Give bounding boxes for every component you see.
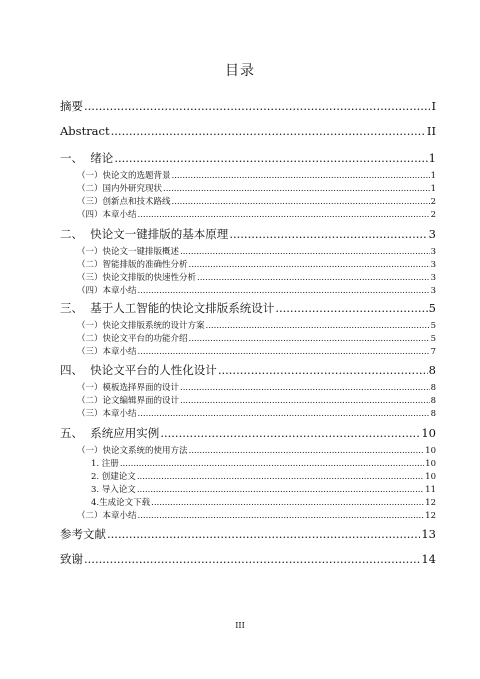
toc-entry-label: 三、 基于人工智能的快论文排版系统设计 [60,301,275,315]
toc-entry-subsection[interactable] [60,457,436,469]
toc-entry-label: 致谢 [60,552,83,566]
toc-entry-page: 1 [428,151,436,165]
toc-entry-section[interactable] [60,319,436,331]
toc-entry-section[interactable] [60,444,436,456]
toc-entry-subsection[interactable] [60,483,436,495]
toc-entry-page: 3 [430,286,436,296]
toc-entry-label: （二）智能排版的准确性分析 [77,260,188,270]
toc-entry-section[interactable] [60,182,436,194]
toc-entry-section[interactable] [60,381,436,393]
toc-entry-page: 8 [430,396,436,406]
toc-entry-page: 10 [425,446,436,456]
toc-entry-section[interactable] [60,332,436,344]
toc-entry-page: 1 [430,184,436,194]
toc-entry-label: 3. 导入论文 [91,485,136,495]
toc-entry-page: 8 [428,363,436,377]
page-number: III [235,621,245,630]
leader-dots [180,247,430,257]
toc-entry-label: （二）本章小结 [77,511,137,521]
toc-entry-label: 四、 快论文平台的人性化设计 [60,363,217,377]
toc-entry-section[interactable] [60,208,436,220]
toc-entry-section[interactable] [60,169,436,181]
leader-dots [111,124,426,138]
toc-entry-label: Abstract [60,124,110,138]
toc-entry-page: 12 [425,511,436,521]
toc-entry-page: 10 [425,472,436,482]
leader-dots [84,99,430,113]
toc-entry-page: 8 [430,409,436,419]
leader-dots [137,472,424,482]
leader-dots [275,301,427,315]
toc-entry-label: （三）本章小结 [77,347,137,357]
leader-dots [163,184,430,194]
toc-entry-section[interactable] [60,407,436,419]
toc-entry-label: （二）国内外研究现状 [77,184,163,194]
toc-entry-page: I [431,99,436,113]
leader-dots [107,527,420,541]
toc-entry-page: 10 [425,459,436,469]
toc-entry-references[interactable] [60,526,436,542]
toc-entry-label: （四）本章小结 [77,210,137,220]
toc-entry-page: 13 [421,527,436,541]
leader-dots [137,485,424,495]
toc-entry-acknowledgements[interactable] [60,551,436,567]
toc-title: 目录 [225,63,255,79]
leader-dots [189,334,430,344]
toc-entry-page: 11 [425,485,436,495]
toc-entry-section[interactable] [60,195,436,207]
toc-entry-page: 3 [430,247,436,257]
toc-entry-page: 3 [430,260,436,270]
leader-dots [180,383,430,393]
toc-entry-section[interactable] [60,509,436,521]
leader-dots [172,171,430,181]
toc-entry-label: （一）快论文系统的使用方法 [77,446,188,456]
leader-dots [138,409,430,419]
toc-entry-section[interactable] [60,284,436,296]
toc-entry-label: （三）创新点和技术路线 [77,197,171,207]
toc-entry-page: II [426,124,436,138]
toc-entry-page: 14 [421,552,436,566]
leader-dots [151,498,424,508]
toc-entry-label: 参考文献 [60,527,106,541]
toc-entry-section[interactable] [60,245,436,257]
toc-entry-label: 摘要 [60,99,83,113]
leader-dots [189,446,425,456]
toc-entry-page: 3 [428,227,436,241]
leader-dots [160,426,420,440]
leader-dots [138,347,430,357]
toc-entry-page: 10 [421,426,436,440]
leader-dots [84,552,420,566]
toc-entry-label: 2. 创建论文 [91,472,136,482]
toc-entry-label: 1. 注册 [91,459,119,469]
leader-dots [172,197,430,207]
toc-entry-page: 5 [430,334,436,344]
toc-entry-page: 7 [430,347,436,357]
toc-entry-page: 2 [430,197,436,207]
toc-entry-chapter-1[interactable] [60,150,436,166]
toc-entry-chapter-5[interactable] [60,425,436,441]
toc-entry-subsection[interactable] [60,496,436,508]
toc-entry-page: 2 [430,210,436,220]
toc-entry-label: （四）本章小结 [77,286,137,296]
toc-entry-label: （一）快论文的选题背景 [77,171,171,181]
leader-dots [206,321,430,331]
leader-dots [120,459,424,469]
leader-dots [189,260,430,270]
toc-entry-label: （二）快论文平台的功能介绍 [77,334,188,344]
toc-entry-subsection[interactable] [60,470,436,482]
toc-entry-chapter-3[interactable] [60,300,436,316]
toc-entry-chapter-4[interactable] [60,362,436,378]
toc-entry-label: （一）快论文一键排版概述 [77,247,180,257]
toc-entry-page: 5 [428,301,436,315]
leader-dots [138,210,430,220]
toc-entry-label: （二）论文编辑界面的设计 [77,396,180,406]
toc-entry-page: 12 [425,498,436,508]
toc-entry-chapter-2[interactable] [60,226,436,242]
toc-entry-page: 3 [430,273,436,283]
toc-entry-section[interactable] [60,394,436,406]
leader-dots [138,286,430,296]
leader-dots [180,396,430,406]
toc-entry-label: 二、 快论文一键排版的基本原理 [60,227,229,241]
leader-dots [218,363,428,377]
toc-entry-label: 4.生成论文下载 [91,498,151,508]
toc-entry-section[interactable] [60,345,436,357]
toc-entry-abstract-en[interactable] [60,124,436,138]
leader-dots [229,227,427,241]
toc-entry-label: （一）模板选择界面的设计 [77,383,180,393]
toc-entry-label: （三）本章小结 [77,409,137,419]
leader-dots [138,511,425,521]
toc-entry-label: （一）快论文排版系统的设计方案 [77,321,205,331]
leader-dots [114,151,427,165]
toc-entry-abstract-cn[interactable] [60,98,436,114]
toc-entry-label: 五、 系统应用实例 [60,426,160,440]
toc-entry-section[interactable] [60,258,436,270]
toc-entry-label: 一、 绪论 [60,151,114,165]
toc-entry-page: 5 [430,321,436,331]
toc-entry-page: 1 [430,171,436,181]
leader-dots [197,273,430,283]
toc-entry-page: 8 [430,383,436,393]
toc-entry-section[interactable] [60,271,436,283]
toc-entry-label: （三）快论文排版的快速性分析 [77,273,197,283]
